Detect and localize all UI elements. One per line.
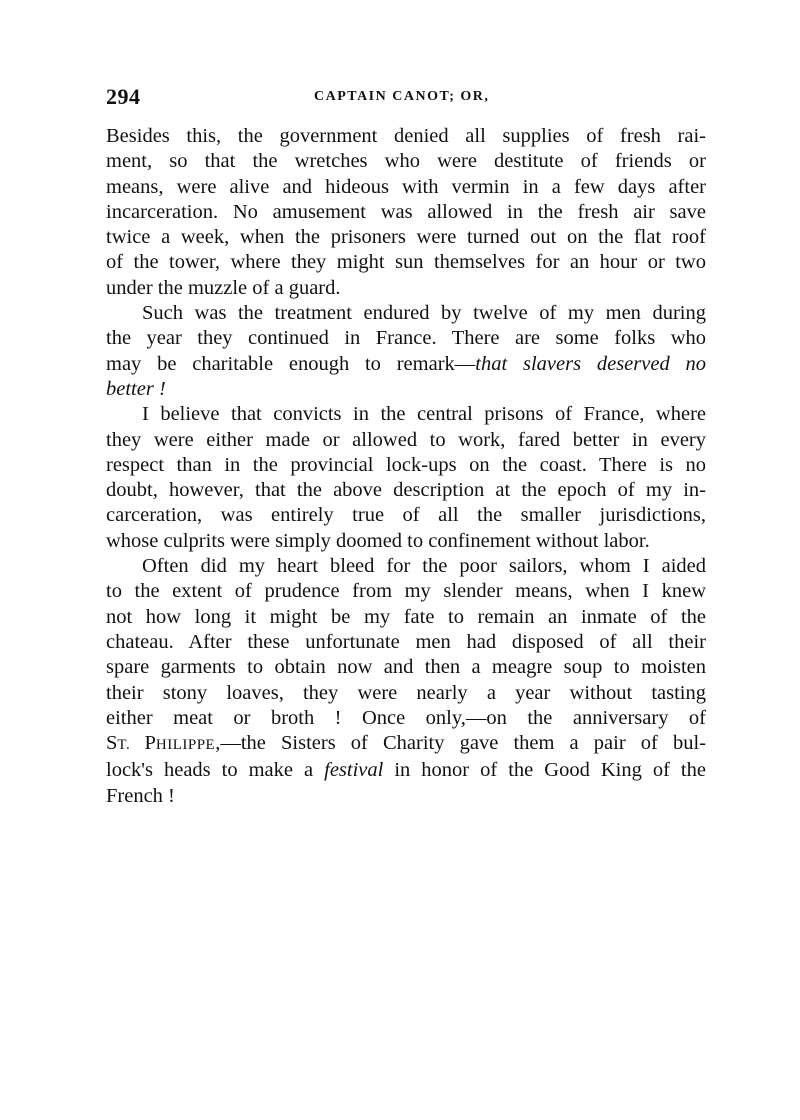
italic-text: festival: [324, 759, 384, 782]
text-line: Besides this, the government denied all supplies of fresh rai-: [106, 125, 706, 147]
text-line: whose culprits were simply doomed to confinement without labor.: [106, 529, 650, 552]
text-line: to the extent of prudence from my slender means, when I knew: [106, 580, 706, 603]
text-line: under the muzzle of a guard.: [106, 276, 341, 299]
small-caps-initial: P: [144, 732, 156, 755]
paragraph: [106, 402, 706, 554]
text-line: chateau. After these unfortunate men had disposed of all their: [106, 630, 706, 653]
small-caps-text: T.: [117, 737, 145, 754]
text-line: they were either made or allowed to work, fared better in every: [106, 428, 706, 451]
text-run: may be charitable enough to remark—: [106, 352, 476, 375]
text-line: [106, 758, 706, 783]
text-line: spare garments to obtain now and then a meagre soup to moisten: [106, 656, 706, 679]
paragraph: [106, 124, 706, 301]
text-line: the year they continued in France. There are some folks who: [106, 327, 706, 350]
text-line: [106, 731, 706, 758]
text-line: doubt, however, that the above description at the epoch of my in-: [106, 479, 706, 502]
paragraph: [106, 554, 706, 809]
text-run: ,—the Sisters of Charity gave them a pair of bul-: [215, 732, 706, 755]
text-line: of the tower, where they might sun themselves for an hour or two: [106, 251, 706, 274]
text-line: incarceration. No amusement was allowed in the fresh air save: [106, 200, 706, 223]
text-line: their stony loaves, they were nearly a year without tasting: [106, 681, 706, 704]
text-run: in honor of the Good King of the: [383, 759, 706, 782]
page-header: [106, 84, 706, 114]
text-line: ment, so that the wretches who were destitute of friends or: [106, 150, 706, 173]
page-number: 294: [106, 84, 141, 109]
body-text: [106, 124, 706, 809]
text-line: I believe that convicts in the central prisons of France, where: [142, 403, 706, 426]
text-line: Such was the treatment endured by twelve of my men during: [142, 302, 706, 325]
small-caps-initial: S: [106, 732, 118, 755]
text-line: either meat or broth ! Once only,—on the anniversary of: [106, 706, 706, 729]
text-line: carceration, was entirely true of all the smaller jurisdictions,: [106, 504, 706, 527]
text-line: French !: [106, 784, 175, 807]
text-line: [106, 352, 706, 377]
paragraph: [106, 301, 706, 402]
italic-text: better !: [106, 377, 166, 400]
text-run: lock's heads to make a: [106, 759, 325, 782]
text-line: respect than in the provincial lock-ups on the coast. There is no: [106, 453, 706, 476]
small-caps-text: HILIPPE: [155, 737, 216, 754]
text-line: means, were alive and hideous with vermin in a few days after: [106, 175, 706, 198]
italic-text: that slavers deserved no: [475, 352, 706, 375]
running-head: CAPTAIN CANOT; OR,: [314, 89, 490, 104]
text-line: not how long it might be my fate to remain an inmate of the: [106, 605, 706, 628]
text-line: Often did my heart bleed for the poor sailors, whom I aided: [142, 555, 706, 578]
text-line: twice a week, when the prisoners were turned out on the flat roof: [106, 226, 706, 249]
text-line: [106, 377, 706, 402]
